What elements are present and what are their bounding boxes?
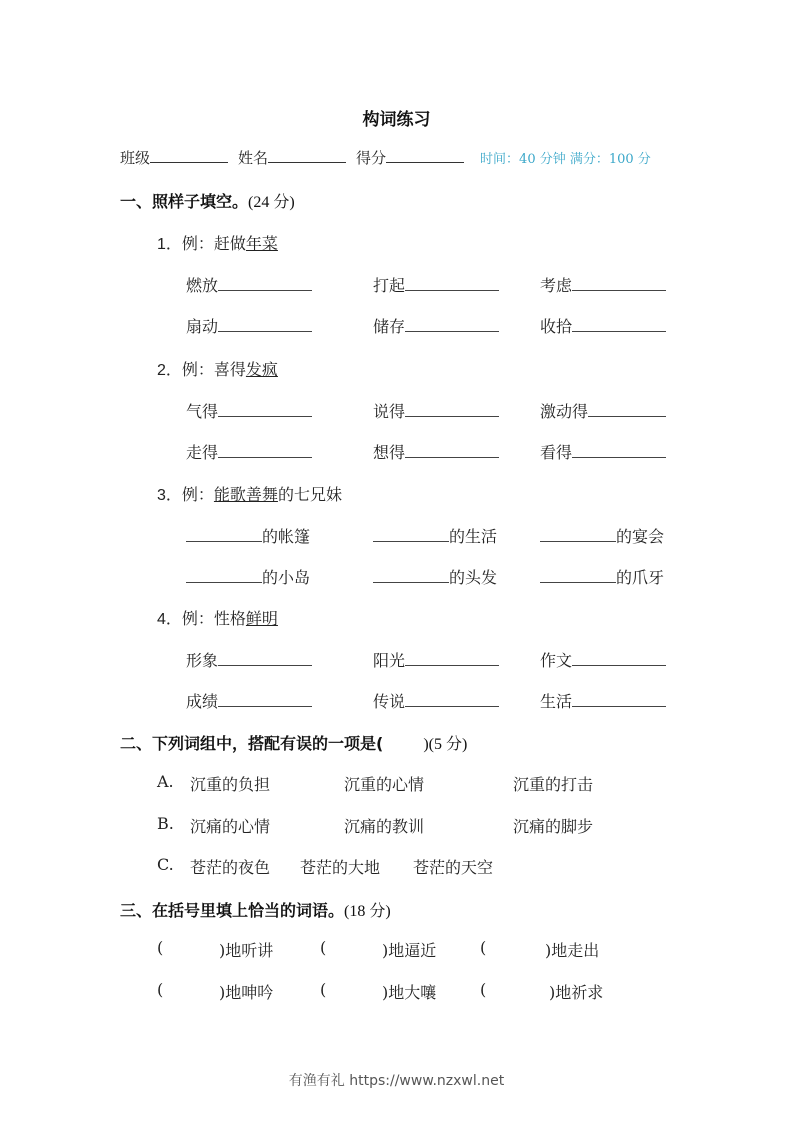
option-phrase: 苍茫的天空 [413, 858, 494, 877]
fill-item: 说得 [373, 399, 499, 422]
footer-watermark: 有渔有礼 https://www.nzxwl.net [288, 1073, 505, 1089]
answer-blank[interactable] [218, 443, 312, 458]
adverb-phrase: )地走出 [545, 941, 600, 960]
fill-item: 考虑 [540, 273, 666, 296]
fill-item: 传说 [373, 689, 499, 712]
answer-blank[interactable] [588, 402, 666, 417]
fill-item: 作文 [540, 648, 666, 671]
bracket-blank[interactable]: ( [480, 938, 487, 957]
fill-item: 燃放 [186, 273, 312, 296]
class-label: 班级 [120, 149, 151, 167]
name-field[interactable] [268, 148, 346, 163]
score-label: 得分 [356, 149, 387, 167]
time-score-info: 时间：40 分钟 满分：100 分 [480, 152, 651, 167]
question-1-example: 1．例：赶做年菜 [157, 234, 278, 253]
answer-blank[interactable] [186, 568, 262, 583]
option-phrase: 沉痛的脚步 [513, 817, 594, 836]
option-phrase: 沉重的负担 [190, 775, 271, 794]
answer-blank[interactable] [218, 651, 312, 666]
bracket-blank[interactable]: ( [320, 938, 327, 957]
question-4-example: 4．例：性格鲜明 [157, 609, 278, 628]
answer-blank[interactable] [186, 527, 262, 542]
fill-item: 的帐篷 [186, 524, 310, 547]
answer-blank[interactable] [218, 276, 312, 291]
option-phrase: 沉重的心情 [344, 775, 425, 794]
option-letter[interactable]: A. [157, 772, 174, 791]
student-info-row [120, 147, 651, 168]
fill-item: 收拾 [540, 314, 666, 337]
fill-item: 走得 [186, 440, 312, 463]
answer-blank[interactable] [405, 692, 499, 707]
option-phrase: 苍茫的夜色 [190, 858, 271, 877]
question-2-example: 2．例：喜得发疯 [157, 360, 278, 379]
adverb-phrase: )地呻吟 [219, 983, 274, 1002]
option-phrase: 沉痛的教训 [344, 817, 425, 836]
bracket-blank[interactable]: ( [157, 980, 164, 999]
score-field[interactable] [386, 148, 464, 163]
answer-blank[interactable] [572, 276, 666, 291]
question-3-example: 3．例：能歌善舞的七兄妹 [157, 485, 342, 504]
fill-item: 储存 [373, 314, 499, 337]
answer-blank[interactable] [405, 443, 499, 458]
fill-item: 的爪牙 [540, 565, 664, 588]
answer-blank[interactable] [218, 317, 312, 332]
fill-item: 打起 [373, 273, 499, 296]
fill-item: 激动得 [540, 399, 666, 422]
answer-blank[interactable] [405, 317, 499, 332]
fill-item: 阳光 [373, 648, 499, 671]
fill-item: 成绩 [186, 689, 312, 712]
answer-blank[interactable] [405, 402, 499, 417]
fill-item: 形象 [186, 648, 312, 671]
fill-item: 的小岛 [186, 565, 310, 588]
answer-blank[interactable] [572, 651, 666, 666]
fill-item: 生活 [540, 689, 666, 712]
answer-blank[interactable] [572, 443, 666, 458]
fill-item: 气得 [186, 399, 312, 422]
fill-item: 的生活 [373, 524, 497, 547]
page-title: 构词练习 [362, 110, 431, 130]
section-1-heading: 一、照样子填空。(24 分) [120, 192, 295, 211]
answer-blank[interactable] [373, 568, 449, 583]
answer-blank[interactable] [540, 527, 616, 542]
adverb-phrase: )地听讲 [219, 941, 274, 960]
bracket-blank[interactable]: ( [320, 980, 327, 999]
answer-blank[interactable] [572, 317, 666, 332]
fill-item: 想得 [373, 440, 499, 463]
adverb-phrase: )地祈求 [549, 983, 604, 1002]
option-letter[interactable]: C. [157, 855, 174, 874]
adverb-phrase: )地大嚷 [382, 983, 437, 1002]
bracket-blank[interactable]: ( [157, 938, 164, 957]
section-2-heading: 二、下列词组中，搭配有误的一项是( )(5 分) [120, 734, 468, 753]
option-phrase: 沉重的打击 [513, 775, 594, 794]
answer-blank[interactable] [373, 527, 449, 542]
class-field[interactable] [150, 148, 228, 163]
fill-item: 的宴会 [540, 524, 664, 547]
answer-blank[interactable] [405, 276, 499, 291]
answer-blank[interactable] [405, 651, 499, 666]
answer-blank[interactable] [572, 692, 666, 707]
fill-item: 的头发 [373, 565, 497, 588]
adverb-phrase: )地逼近 [382, 941, 437, 960]
option-letter[interactable]: B. [157, 814, 174, 833]
answer-blank[interactable] [540, 568, 616, 583]
answer-blank[interactable] [218, 402, 312, 417]
fill-item: 看得 [540, 440, 666, 463]
option-phrase: 苍茫的大地 [300, 858, 381, 877]
option-phrase: 沉痛的心情 [190, 817, 271, 836]
bracket-blank[interactable]: ( [480, 980, 487, 999]
section-3-heading: 三、在括号里填上恰当的词语。(18 分) [120, 901, 391, 920]
answer-blank[interactable] [218, 692, 312, 707]
name-label: 姓名 [238, 149, 269, 167]
fill-item: 扇动 [186, 314, 312, 337]
